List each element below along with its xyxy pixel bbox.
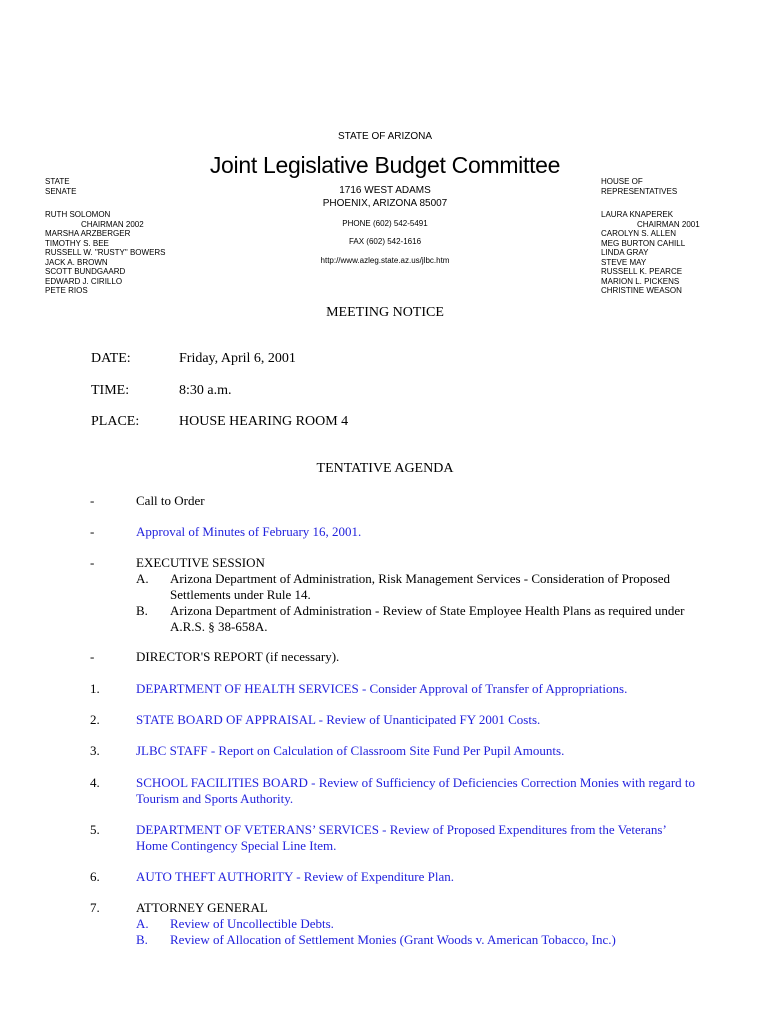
senate-member-list [45, 210, 166, 296]
house-label-line2: REPRESENTATIVES [601, 186, 678, 196]
sub-item-letter: B. [136, 932, 148, 947]
agenda-item-number: 5. [90, 822, 100, 837]
agenda-item-text: DIRECTOR'S REPORT (if necessary). [136, 649, 340, 664]
house-member: CAROLYN S. ALLEN [601, 229, 676, 238]
minutes-link[interactable]: Approval of Minutes of February 16, 2001. [136, 524, 362, 539]
committee-title: Joint Legislative Budget Committee [209, 152, 561, 178]
house-member: CHRISTINE WEASON [601, 286, 682, 295]
attorney-general [136, 900, 696, 948]
appraisal-board-link[interactable]: STATE BOARD OF APPRAISAL - Review of Unanticipated FY 2001 Costs. [136, 712, 541, 727]
senate-label [45, 177, 76, 196]
agenda-item-number: 7. [90, 900, 100, 915]
sub-item [136, 571, 696, 603]
school-facilities-link[interactable]: SCHOOL FACILITIES BOARD - Review of Sufficiency of Deficiencies Correction Monies with regard to Tourism and Sports Authority. [136, 775, 696, 806]
agenda-item-number: 1. [90, 681, 100, 696]
time-label: TIME: [91, 383, 130, 398]
address-line-1: 1716 WEST ADAMS [339, 185, 431, 196]
time-value: 8:30 a.m. [179, 383, 232, 398]
sub-item-text[interactable]: Review of Uncollectible Debts. [170, 916, 334, 931]
veterans-services-link[interactable]: DEPARTMENT OF VETERANS’ SERVICES - Review of Proposed Expenditures from the Veterans’ Home Contingency Special Line Item. [136, 822, 666, 853]
place-value: HOUSE HEARING ROOM 4 [179, 414, 349, 429]
senate-member: EDWARD J. CIRILLO [45, 276, 123, 286]
senate-member: JACK A. BROWN [45, 257, 108, 267]
health-services-link[interactable]: DEPARTMENT OF HEALTH SERVICES - Consider Approval of Transfer of Appropriations. [136, 681, 628, 696]
agenda-item-text: ATTORNEY GENERAL [136, 900, 268, 915]
jlbc-staff-link[interactable]: JLBC STAFF - Report on Calculation of Classroom Site Fund Per Pupil Amounts. [136, 743, 565, 758]
senate-member: RUSSELL W. "RUSTY" BOWERS [45, 248, 166, 257]
agenda-item-number: 6. [90, 869, 100, 884]
senate-member: RUTH SOLOMON [45, 210, 111, 219]
fax-number: FAX (602) 542-1616 [348, 237, 422, 246]
house-member: LAURA KNAPEREK [601, 210, 674, 219]
agenda-item-number: 3. [90, 743, 100, 758]
agenda-item-number: 2. [90, 712, 100, 727]
house-label-line1: HOUSE OF [601, 177, 643, 186]
senate-member: SCOTT BUNDGAARD [45, 267, 126, 276]
agenda-item-number: - [90, 555, 95, 570]
house-member: CHAIRMAN 2001 [637, 219, 700, 229]
auto-theft-link[interactable]: AUTO THEFT AUTHORITY - Review of Expenditure Plan. [136, 869, 454, 884]
house-member: RUSSELL K. PEARCE [601, 267, 683, 276]
house-label [601, 177, 677, 196]
agenda-item-text: Call to Order [136, 493, 205, 508]
agenda-item-number: - [90, 493, 95, 508]
address-line-2: PHOENIX, ARIZONA 85007 [322, 198, 448, 209]
meeting-notice-title: MEETING NOTICE [326, 305, 444, 320]
house-member: MEG BURTON CAHILL [601, 238, 686, 248]
senate-label-line1: STATE [45, 177, 70, 186]
house-member: STEVE MAY [601, 257, 647, 267]
date-value: Friday, April 6, 2001 [179, 351, 296, 366]
senate-member: TIMOTHY S. BEE [45, 238, 109, 248]
senate-member: PETE RIOS [45, 286, 88, 295]
house-member-list [601, 210, 700, 296]
agenda-item-text: EXECUTIVE SESSION [136, 555, 265, 570]
sub-item-letter: A. [136, 571, 149, 586]
sub-item-letter: A. [136, 916, 149, 931]
house-member: MARION L. PICKENS [601, 276, 680, 286]
settlement-monies-link[interactable] [136, 932, 696, 948]
senate-label-line2: SENATE [45, 186, 77, 196]
website-link[interactable]: http://www.azleg.state.az.us/jlbc.htm [320, 256, 450, 265]
house-member: LINDA GRAY [601, 248, 649, 257]
sub-item-letter: B. [136, 603, 148, 618]
sub-item [136, 603, 696, 635]
agenda-item-number: - [90, 649, 95, 664]
senate-member: CHAIRMAN 2002 [81, 219, 144, 229]
date-label: DATE: [91, 351, 131, 366]
agenda-item-number: - [90, 524, 95, 539]
phone-number: PHONE (602) 542-5491 [342, 219, 428, 228]
senate-member: MARSHA ARZBERGER [45, 229, 131, 238]
state-heading: STATE OF ARIZONA [337, 131, 433, 142]
sub-item-text: Arizona Department of Administration - Review of State Employee Health Plans as required under A.R.S. § 38-658A. [170, 603, 685, 634]
executive-session [136, 555, 696, 635]
place-label: PLACE: [91, 414, 140, 429]
uncollectible-debts-link[interactable] [136, 916, 696, 932]
agenda-title: TENTATIVE AGENDA [316, 461, 454, 476]
sub-item-text: Arizona Department of Administration, Risk Management Services - Consideration of Proposed Settlements under Rule 14. [170, 571, 671, 602]
sub-item-text[interactable]: Review of Allocation of Settlement Monies (Grant Woods v. American Tobacco, Inc.) [170, 932, 616, 947]
agenda-item-number: 4. [90, 775, 100, 790]
